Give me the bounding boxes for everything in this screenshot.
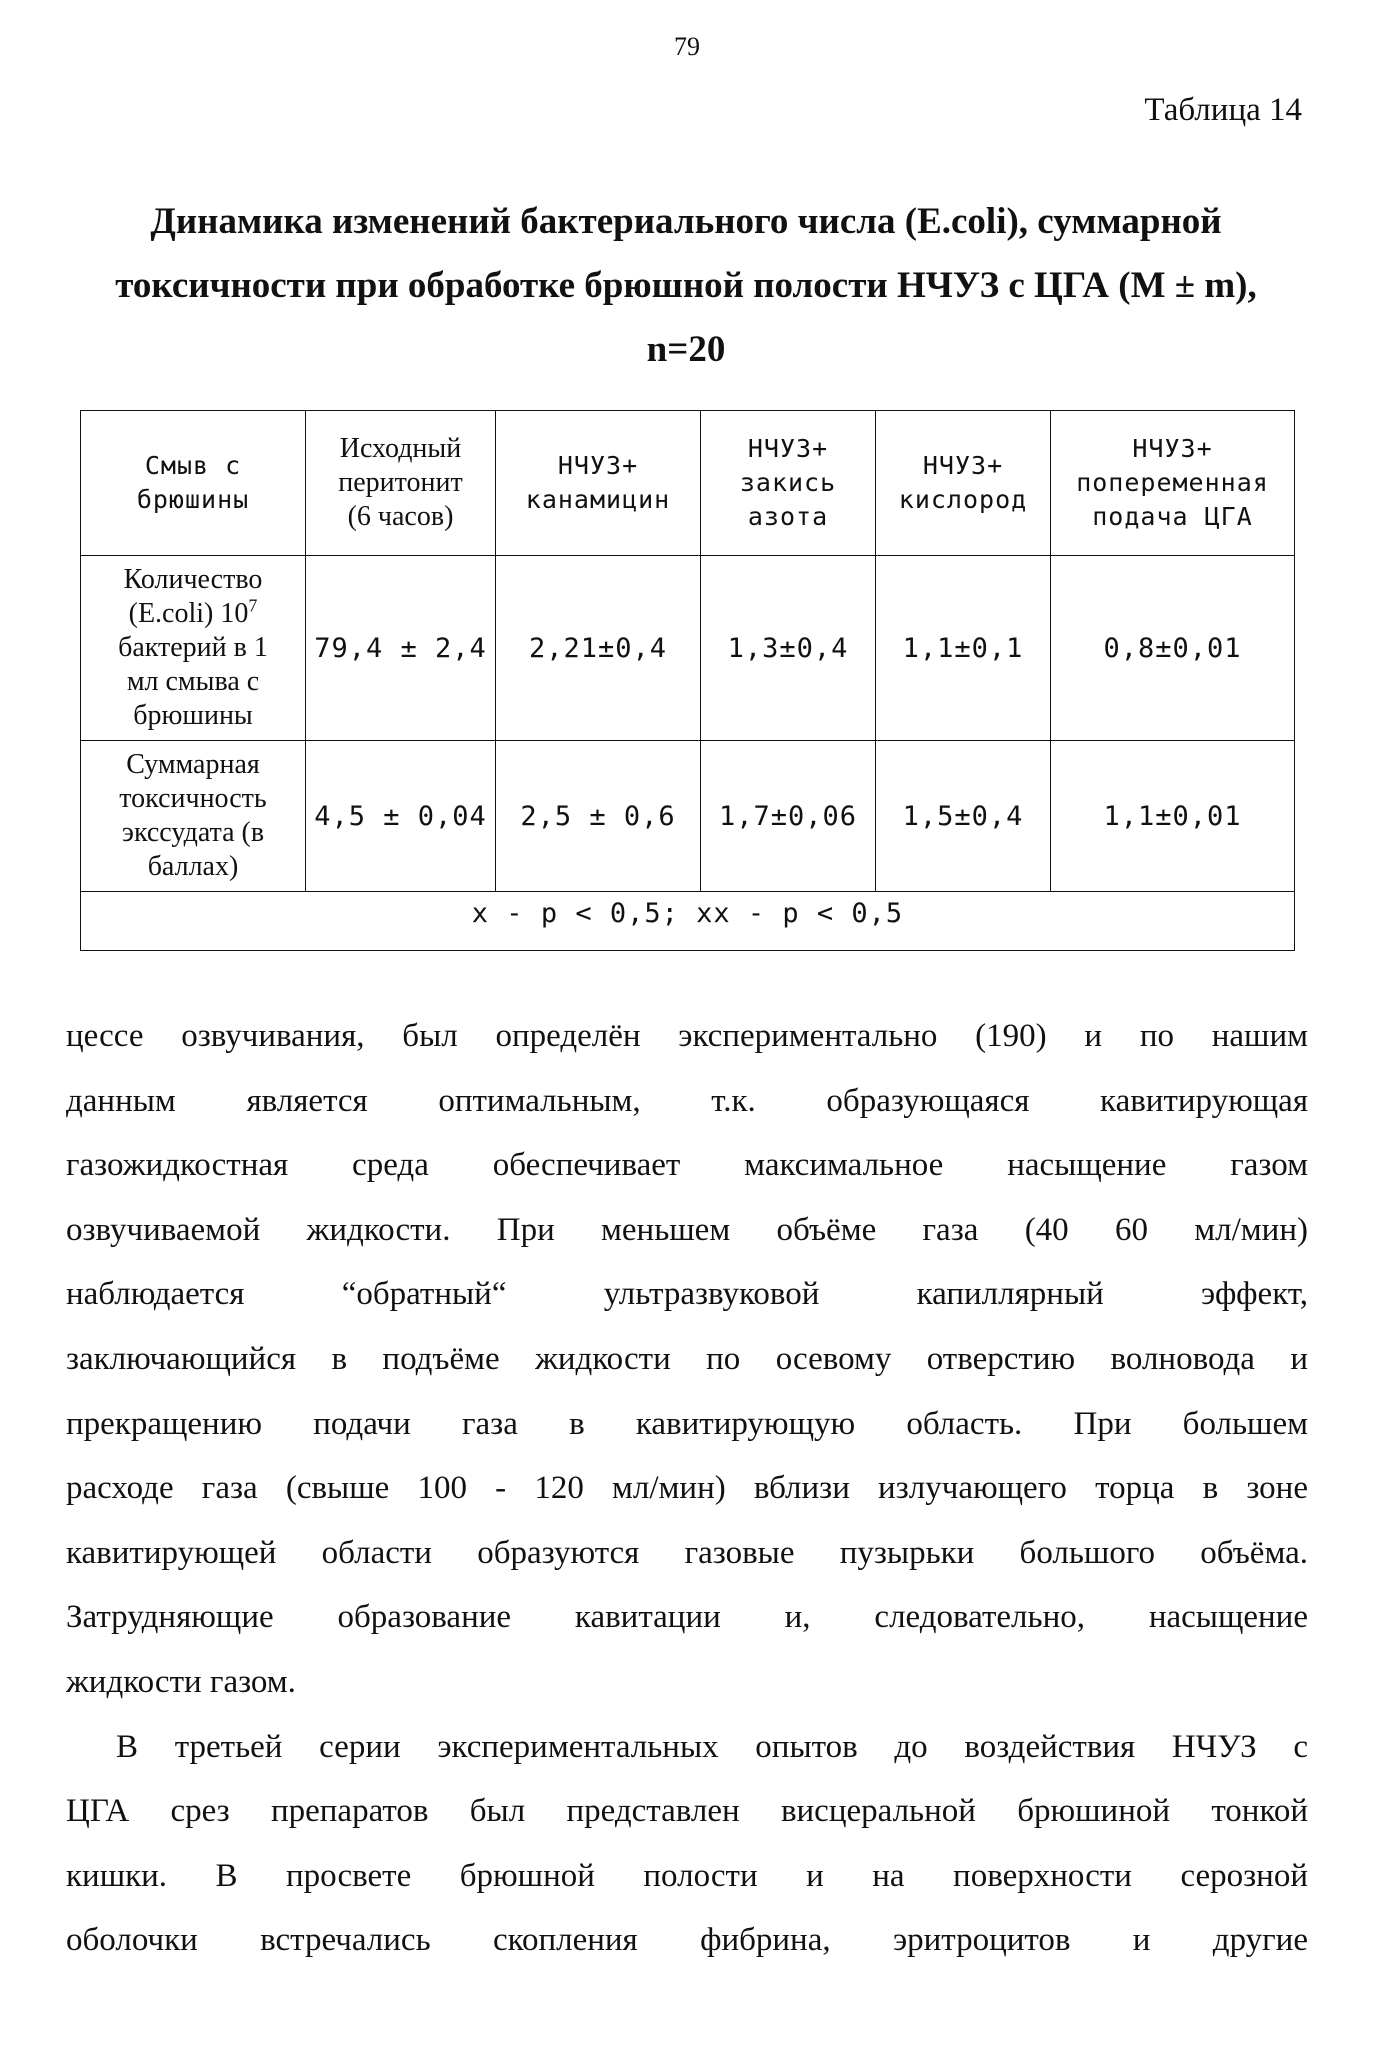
row-label-text: (E.coli) 10 bbox=[128, 598, 249, 629]
header-cell-alternating bbox=[1051, 411, 1295, 556]
row-label-text: брюшины bbox=[133, 700, 253, 731]
paragraph-line: В третьей серии экспериментальных опытов до воздействия НЧУЗ с bbox=[116, 1728, 1308, 1765]
exponent: 7 bbox=[248, 595, 258, 616]
value-cell: 1,5±0,4 bbox=[876, 741, 1051, 892]
value-cell: 1,1±0,1 bbox=[876, 556, 1051, 741]
value-cell: 1,3±0,4 bbox=[701, 556, 876, 741]
table-row bbox=[81, 556, 1295, 741]
table-title bbox=[68, 190, 1304, 382]
table-title-line: n=20 bbox=[646, 329, 726, 370]
data-table bbox=[80, 410, 1295, 951]
paragraph-line: прекращению подачи газа в кавитирующую область. При большем bbox=[66, 1405, 1308, 1442]
value-cell: 0,8±0,01 bbox=[1051, 556, 1295, 741]
row-label-text: баллах) bbox=[147, 851, 239, 882]
header-text: брюшины bbox=[136, 485, 250, 514]
header-text: закись bbox=[739, 468, 837, 497]
header-cell-nitrous-oxide bbox=[701, 411, 876, 556]
value-cell: 2,21±0,4 bbox=[496, 556, 701, 741]
header-cell-oxygen bbox=[876, 411, 1051, 556]
paragraph-line: кавитирующей области образуются газовые пузырьки большого объёма. bbox=[66, 1534, 1308, 1571]
header-text: НЧУЗ+ bbox=[1132, 434, 1213, 463]
body-text bbox=[66, 1004, 1308, 1973]
paragraph-line: данным является оптимальным, т.к. образующаяся кавитирующая bbox=[66, 1082, 1308, 1119]
row-label-text: Суммарная bbox=[126, 749, 260, 780]
header-text: азота bbox=[747, 502, 829, 531]
header-text: подача ЦГА bbox=[1092, 502, 1253, 531]
table-row bbox=[81, 741, 1295, 892]
paragraph-line: оболочки встречались скопления фибрина, эритроцитов и другие bbox=[66, 1922, 1308, 1959]
paragraph-line: озвучиваемой жидкости. При меньшем объёме газа (40 60 мл/мин) bbox=[66, 1211, 1308, 1248]
row-label-text: экссудата (в bbox=[121, 817, 265, 848]
page-number: 79 bbox=[674, 32, 700, 61]
paragraph-line: Затрудняющие образование кавитации и, следовательно, насыщение bbox=[66, 1599, 1308, 1636]
header-text: перитонит bbox=[338, 467, 463, 498]
paragraph-line: ЦГА срез препаратов был представлен висцеральной брюшиной тонкой bbox=[66, 1793, 1308, 1830]
row-label-cell bbox=[81, 741, 306, 892]
table-title-line: Динамика изменений бактериального числа (E.coli), суммарной bbox=[150, 201, 1222, 242]
header-text: НЧУЗ+ bbox=[747, 434, 829, 463]
value-cell: 79,4 ± 2,4 bbox=[306, 556, 496, 741]
row-label-text: бактерий в 1 bbox=[118, 632, 268, 663]
header-text: НЧУЗ+ bbox=[557, 451, 639, 480]
header-text: Смыв с bbox=[144, 451, 242, 480]
table-label: Таблица 14 bbox=[1144, 92, 1302, 128]
value-cell: 1,1±0,01 bbox=[1051, 741, 1295, 892]
paragraph-line: заключающийся в подъёме жидкости по осевому отверстию волновода и bbox=[66, 1340, 1308, 1377]
paragraph-line: расходе газа (свыше 100 - 120 мл/мин) вблизи излучающего торца в зоне bbox=[66, 1470, 1308, 1507]
row-label-text: токсичность bbox=[119, 783, 267, 814]
value-cell: 1,7±0,06 bbox=[701, 741, 876, 892]
header-text: попеременная bbox=[1076, 468, 1269, 497]
row-label-text: мл смыва с bbox=[126, 666, 260, 697]
header-text: кислород bbox=[898, 485, 1028, 514]
header-cell-initial bbox=[306, 411, 496, 556]
paragraph-line: наблюдается “обратный“ ультразвуковой капиллярный эффект, bbox=[66, 1276, 1308, 1313]
row-label-text bbox=[85, 597, 301, 631]
header-text: НЧУЗ+ bbox=[922, 451, 1004, 480]
table-note: х - р < 0,5; хх - р < 0,5 bbox=[81, 892, 1295, 951]
table-title-line: токсичности при обработке брюшной полости НЧУЗ с ЦГА (M ± m), bbox=[115, 265, 1257, 306]
header-text: канамицин bbox=[525, 485, 671, 514]
header-cell-kanamycin bbox=[496, 411, 701, 556]
paragraph-line: газожидкостная среда обеспечивает максимальное насыщение газом bbox=[66, 1147, 1308, 1184]
paragraph-line: кишки. В просвете брюшной полости и на поверхности серозной bbox=[66, 1857, 1308, 1894]
row-label-text: Количество bbox=[123, 564, 263, 595]
paragraph-line: жидкости газом. bbox=[66, 1663, 296, 1700]
paragraph-line: цессе озвучивания, был определён экспериментально (190) и по нашим bbox=[66, 1018, 1308, 1054]
row-label-cell bbox=[81, 556, 306, 741]
header-text: (6 часов) bbox=[347, 501, 454, 532]
table-note-row bbox=[81, 892, 1295, 951]
header-cell-wash bbox=[81, 411, 306, 556]
header-text: Исходный bbox=[339, 433, 462, 464]
value-cell: 4,5 ± 0,04 bbox=[306, 741, 496, 892]
value-cell: 2,5 ± 0,6 bbox=[496, 741, 701, 892]
table-header-row bbox=[81, 411, 1295, 556]
